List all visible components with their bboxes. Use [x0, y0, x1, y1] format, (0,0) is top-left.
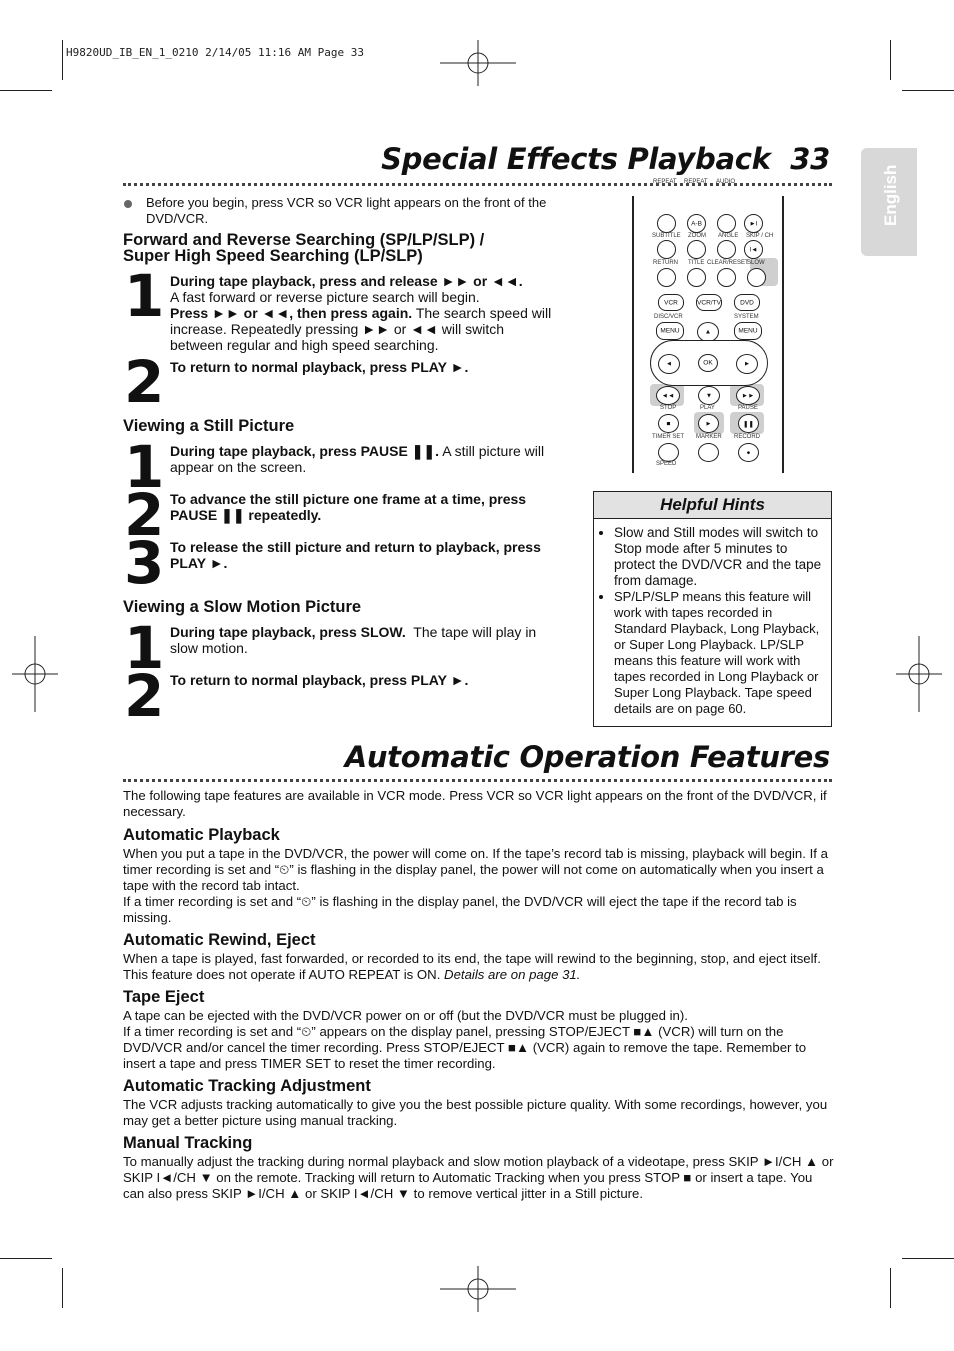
section-title-automatic: Automatic Operation Features	[344, 740, 830, 774]
slow-step-2: To return to normal playback, press PLAY ►.	[170, 672, 469, 688]
hint-item: • SP/LP/SLP means this feature will work with tapes recorded in Standard Playback, Long Playback, or Super Long Playback. LP/SLP means this feature will work with tapes recorded in Long Playback or Super Long Playback. Tape speed details are on page 60.	[614, 589, 823, 717]
still-heading: Viewing a Still Picture	[123, 417, 295, 435]
registration-mark-right	[896, 636, 942, 712]
tape-eject-heading: Tape Eject	[123, 988, 205, 1006]
slow-step-1: During tape playback, press SLOW. The tape will play in slow motion.	[170, 624, 537, 656]
intro-text: Before you begin, press VCR so VCR light appears on the front of the DVD/VCR.	[146, 195, 547, 226]
auto-intro: The following tape features are available in VCR mode. Press VCR so VCR light appears on the front of the DVD/VCR, if necessary.	[123, 788, 827, 819]
auto-tracking-heading: Automatic Tracking Adjustment	[123, 1077, 371, 1095]
slow-heading: Viewing a Slow Motion Picture	[123, 598, 362, 616]
auto-tracking-text: The VCR adjusts tracking automatically to give you the best possible picture quality. With some recordings, however, you may get a better picture using manual tracking.	[123, 1097, 828, 1128]
step-number: 2	[124, 481, 161, 549]
helpful-hints-box	[593, 491, 832, 727]
still-step-2: To advance the still picture one frame at a time, press PAUSE ❚❚ repeatedly.	[170, 491, 527, 523]
auto-rewind-heading: Automatic Rewind, Eject	[123, 931, 316, 949]
title-rule	[123, 779, 832, 782]
search-step-1: During tape playback, press and release ►► or ◄◄. A fast forward or reverse picture search will begin. Press ►► or ◄◄, then press again. The search speed will increase. Repeatedly pressing ►► or ◄◄ will switch between regular and high speed searching.	[170, 273, 552, 353]
step-number: 3	[124, 529, 161, 597]
language-tab	[861, 148, 917, 256]
remote-control-illustration: REPEAT REPEAT AUDIO A-B ►I SUBTITLE ZOOM ANGLE SKIP / CH I◄ RETURN TITLE CLEAR/RESET SLOW VCR VCR/TV DVD DISC/VCR SYSTEM MENU ▲ MENU ◄ OK ► ◄◄ ▼ ►► STOP PLAY PAUSE ■ ► ❚❚ TIMER SET MARKER RECORD ● SPEED	[632, 196, 784, 473]
registration-mark-top	[440, 40, 516, 86]
step-number: 1	[124, 433, 161, 501]
language-tab-label: English	[881, 164, 900, 226]
step-number: 2	[124, 662, 161, 730]
step-number: 2	[124, 348, 161, 416]
still-step-3: To release the still picture and return to playback, press PLAY ►.	[170, 539, 541, 571]
step-number: 1	[124, 614, 161, 682]
still-step-1: During tape playback, press PAUSE ❚❚. A still picture will appear on the screen.	[170, 443, 545, 475]
search-heading: Forward and Reverse Searching (SP/LP/SLP) / Super High Speed Searching (LP/SLP)	[123, 231, 485, 265]
step-number: 1	[124, 262, 161, 330]
tape-eject-text: A tape can be ejected with the DVD/VCR power on or off (but the DVD/VCR must be plugged in). If a timer recording is set and “⏲” appears on the display panel, pressing STOP/EJECT ■▲ (VCR) will turn on the DVD/VCR and/or cancel the timer recording. Press STOP/EJECT ■▲ (VCR) again to remove the tape. Remember to insert a tape and press TIMER SET to reset the timer recording.	[123, 1008, 807, 1071]
print-slug: H9820UD_IB_EN_1_0210 2/14/05 11:16 AM Page 33	[66, 46, 365, 59]
registration-mark-left	[12, 636, 58, 712]
page-number: 33	[790, 142, 830, 176]
bullet-dot-icon	[123, 196, 133, 214]
auto-playback-text: When you put a tape in the DVD/VCR, the power will come on. If the tape’s record tab is missing, playback will begin. If a timer recording is set and “⏲” is flashing in the display panel, the power will not come on automatically when you insert a tape with the record tab intact. If a timer recording is set and “⏲” is flashing in the display panel, the DVD/VCR will eject the tape if the record tab is missing.	[123, 846, 828, 925]
section-title-special-effects: Special Effects Playback 33	[381, 142, 830, 176]
registration-mark-bottom	[440, 1266, 516, 1312]
helpful-hints-title: Helpful Hints	[594, 492, 831, 519]
manual-tracking-text: To manually adjust the tracking during normal playback and slow motion playback of a videotape, press SKIP ►I/CH ▲ or SKIP I◄/CH ▼ on the remote. Tracking will return to Automatic Tracking when you press STOP ■ or insert a tape. You can also press SKIP ►I/CH ▲ or SKIP I◄/CH ▼ to remove vertical jitter in a Still picture.	[123, 1154, 834, 1201]
auto-rewind-text: When a tape is played, fast forwarded, or recorded to its end, the tape will rewind to the beginning, stop, and eject itself. This feature does not operate if AUTO REPEAT is ON. Details are on page 31.	[123, 951, 821, 982]
search-step-2: To return to normal playback, press PLAY ►.	[170, 359, 469, 375]
manual-tracking-heading: Manual Tracking	[123, 1134, 253, 1152]
hint-item: • Slow and Still modes will switch to Stop mode after 5 minutes to protect the DVD/VCR and the tape from damage.	[614, 525, 823, 589]
auto-playback-heading: Automatic Playback	[123, 826, 280, 844]
